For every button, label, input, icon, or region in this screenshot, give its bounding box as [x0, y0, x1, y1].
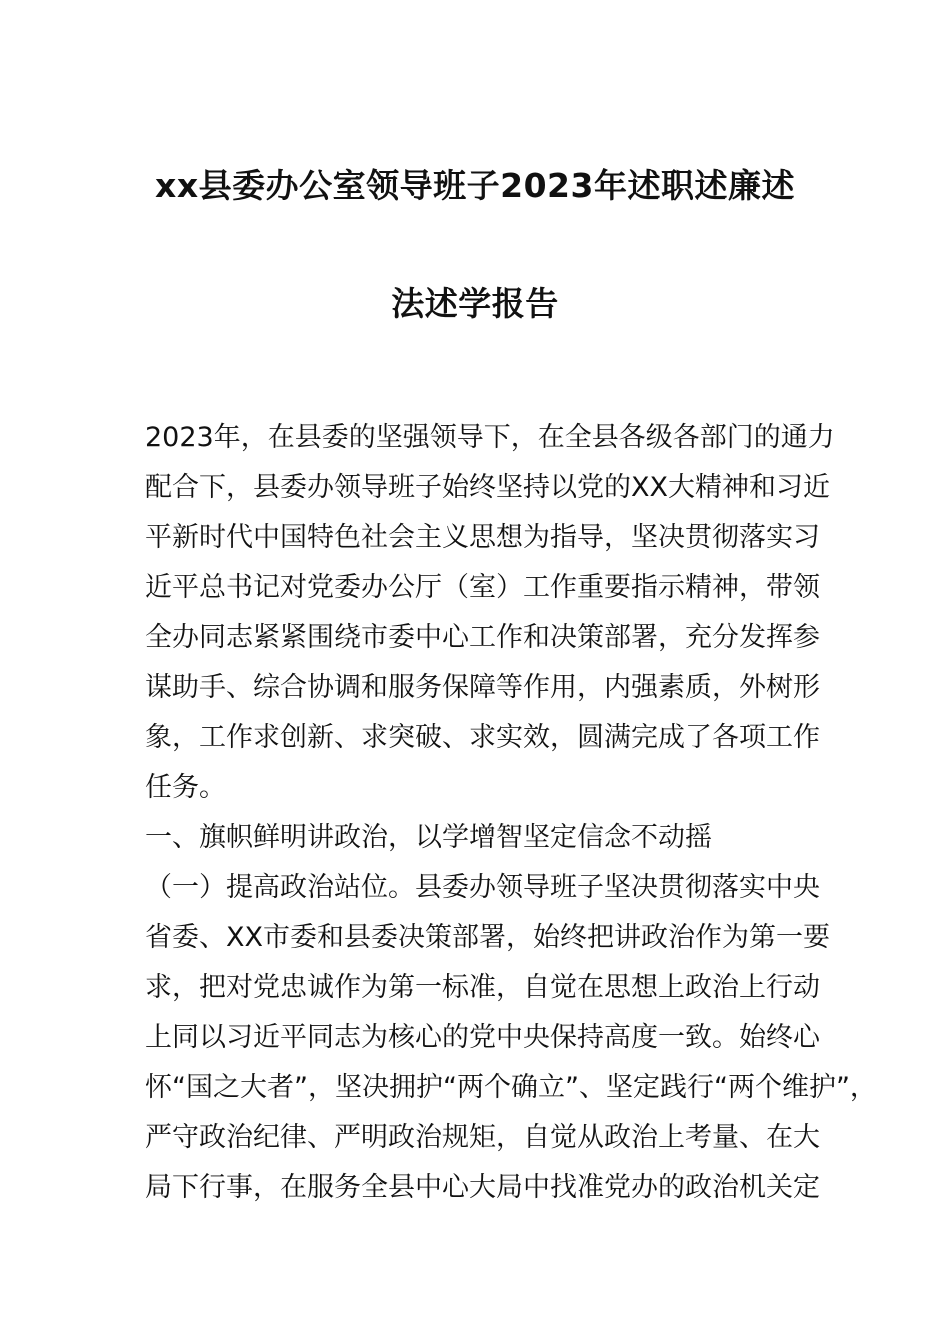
intro-line-3: 平新时代中国特色社会主义思想为指导，坚决贯彻落实习: [145, 522, 820, 553]
intro-line-1: 2023年，在县委的坚强领导下，在全县各级各部门的通力: [145, 422, 835, 453]
subsection-line-1: （一）提高政治站位。县委办领导班子坚决贯彻落实中央: [145, 872, 820, 903]
section-heading: 一、旗帜鲜明讲政治，以学增智坚定信念不动摇: [145, 822, 712, 853]
intro-line-6: 谋助手、综合协调和服务保障等作用，内强素质，外树形: [145, 672, 820, 703]
intro-line-8: 任务。: [145, 772, 226, 803]
intro-line-5: 全办同志紧紧围绕市委中心工作和决策部署，充分发挥参: [145, 622, 820, 653]
subsection-line-3: 求，把对党忠诚作为第一标准，自觉在思想上政治上行动: [145, 972, 820, 1003]
subsection-line-2: 省委、XX市委和县委决策部署，始终把讲政治作为第一要: [145, 922, 830, 953]
subsection-line-6: 严守政治纪律、严明政治规矩，自觉从政治上考量、在大: [145, 1122, 820, 1153]
intro-line-7: 象，工作求创新、求突破、求实效，圆满完成了各项工作: [145, 722, 820, 753]
intro-line-2: 配合下，县委办领导班子始终坚持以党的XX大精神和习近: [145, 472, 830, 503]
intro-line-4: 近平总书记对党委办公厅（室）工作重要指示精神，带领: [145, 572, 820, 603]
document-title-line-2: 法述学报告: [391, 284, 559, 323]
subsection-line-4: 上同以习近平同志为核心的党中央保持高度一致。始终心: [145, 1022, 820, 1053]
subsection-line-7: 局下行事，在服务全县中心大局中找准党办的政治机关定: [145, 1172, 820, 1203]
subsection-line-5: 怀“国之大者”，坚决拥护“两个确立”、坚定践行“两个维护”，: [145, 1072, 877, 1103]
document-title-line-1: xx县委办公室领导班子2023年述职述廉述: [155, 166, 795, 205]
